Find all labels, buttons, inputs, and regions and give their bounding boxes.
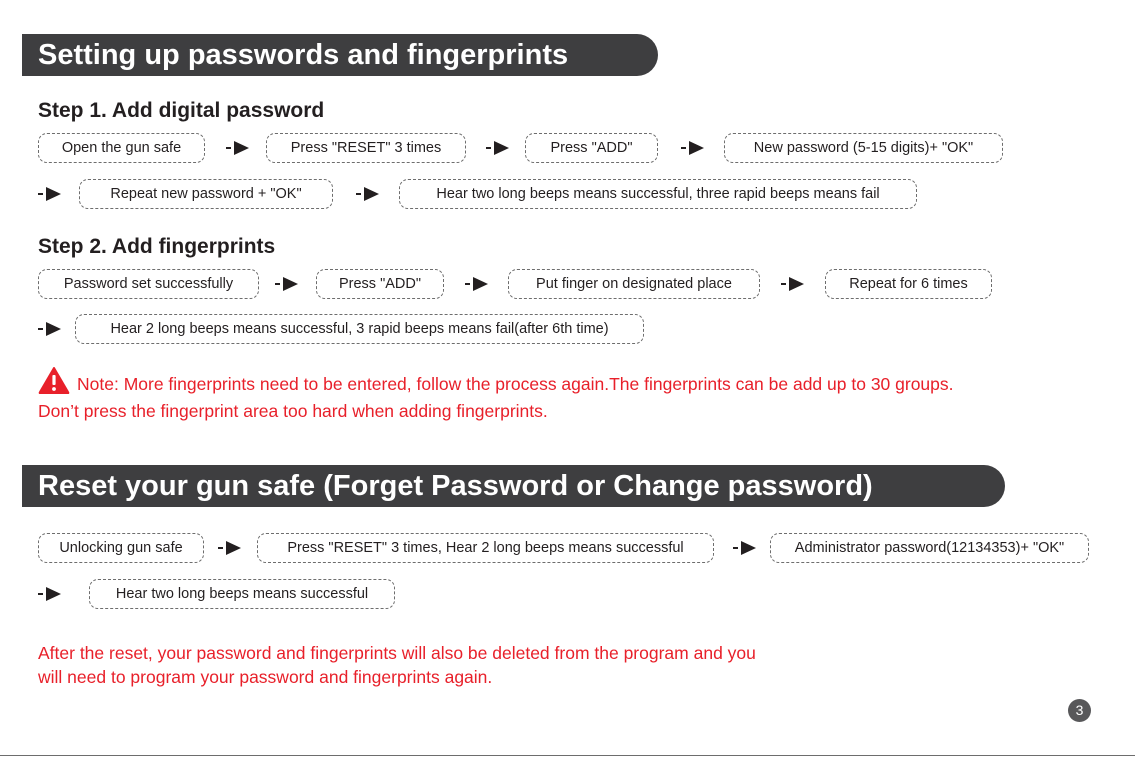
reset-note-line2: will need to program your password and fingerprints again.: [38, 667, 493, 687]
arrow-right-icon: [226, 140, 250, 156]
arrow-right-icon: [275, 276, 299, 292]
arrow-right-icon: [38, 321, 62, 337]
reset-box-beep-result: Hear two long beeps means successful: [89, 579, 395, 609]
step2-box-put-finger: Put finger on designated place: [508, 269, 760, 299]
step2-box-press-add: Press "ADD": [316, 269, 444, 299]
step1-box-new-password: New password (5-15 digits)+ "OK": [724, 133, 1003, 163]
section-title-reset: Reset your gun safe (Forget Password or Change password): [22, 465, 1005, 507]
fingerprint-note-line2: Don’t press the fingerprint area too hard when adding fingerprints.: [38, 401, 548, 421]
arrow-right-icon: [465, 276, 489, 292]
step1-box-repeat-password: Repeat new password + "OK": [79, 179, 333, 209]
step1-title: Step 1. Add digital password: [38, 99, 325, 122]
arrow-right-icon: [486, 140, 510, 156]
step1-box-press-reset: Press "RESET" 3 times: [266, 133, 466, 163]
step1-box-press-add: Press "ADD": [525, 133, 658, 163]
bottom-rule: [0, 755, 1135, 756]
warning-triangle-icon: [38, 366, 70, 394]
fingerprint-note-line1: Note: More fingerprints need to be entered, follow the process again.The fingerprints can be add up to 30 groups.: [77, 374, 954, 394]
reset-box-unlocking: Unlocking gun safe: [38, 533, 204, 563]
reset-note-line1: After the reset, your password and fingerprints will also be deleted from the program and you: [38, 643, 756, 663]
arrow-right-icon: [38, 186, 62, 202]
step2-title: Step 2. Add fingerprints: [38, 235, 276, 258]
reset-box-admin-password: Administrator password(12134353)+ "OK": [770, 533, 1089, 563]
section-title-setup: Setting up passwords and fingerprints: [22, 34, 658, 76]
arrow-right-icon: [218, 540, 242, 556]
arrow-right-icon: [356, 186, 380, 202]
arrow-right-icon: [733, 540, 757, 556]
step1-box-beep-result: Hear two long beeps means successful, three rapid beeps means fail: [399, 179, 917, 209]
step1-box-open-safe: Open the gun safe: [38, 133, 205, 163]
arrow-right-icon: [681, 140, 705, 156]
page-number: 3: [1068, 699, 1091, 722]
arrow-right-icon: [38, 586, 62, 602]
step2-box-repeat-times: Repeat for 6 times: [825, 269, 992, 299]
reset-box-press-reset: Press "RESET" 3 times, Hear 2 long beeps means successful: [257, 533, 714, 563]
step2-box-password-set: Password set successfully: [38, 269, 259, 299]
step2-box-beep-result: Hear 2 long beeps means successful, 3 rapid beeps means fail(after 6th time): [75, 314, 644, 344]
arrow-right-icon: [781, 276, 805, 292]
